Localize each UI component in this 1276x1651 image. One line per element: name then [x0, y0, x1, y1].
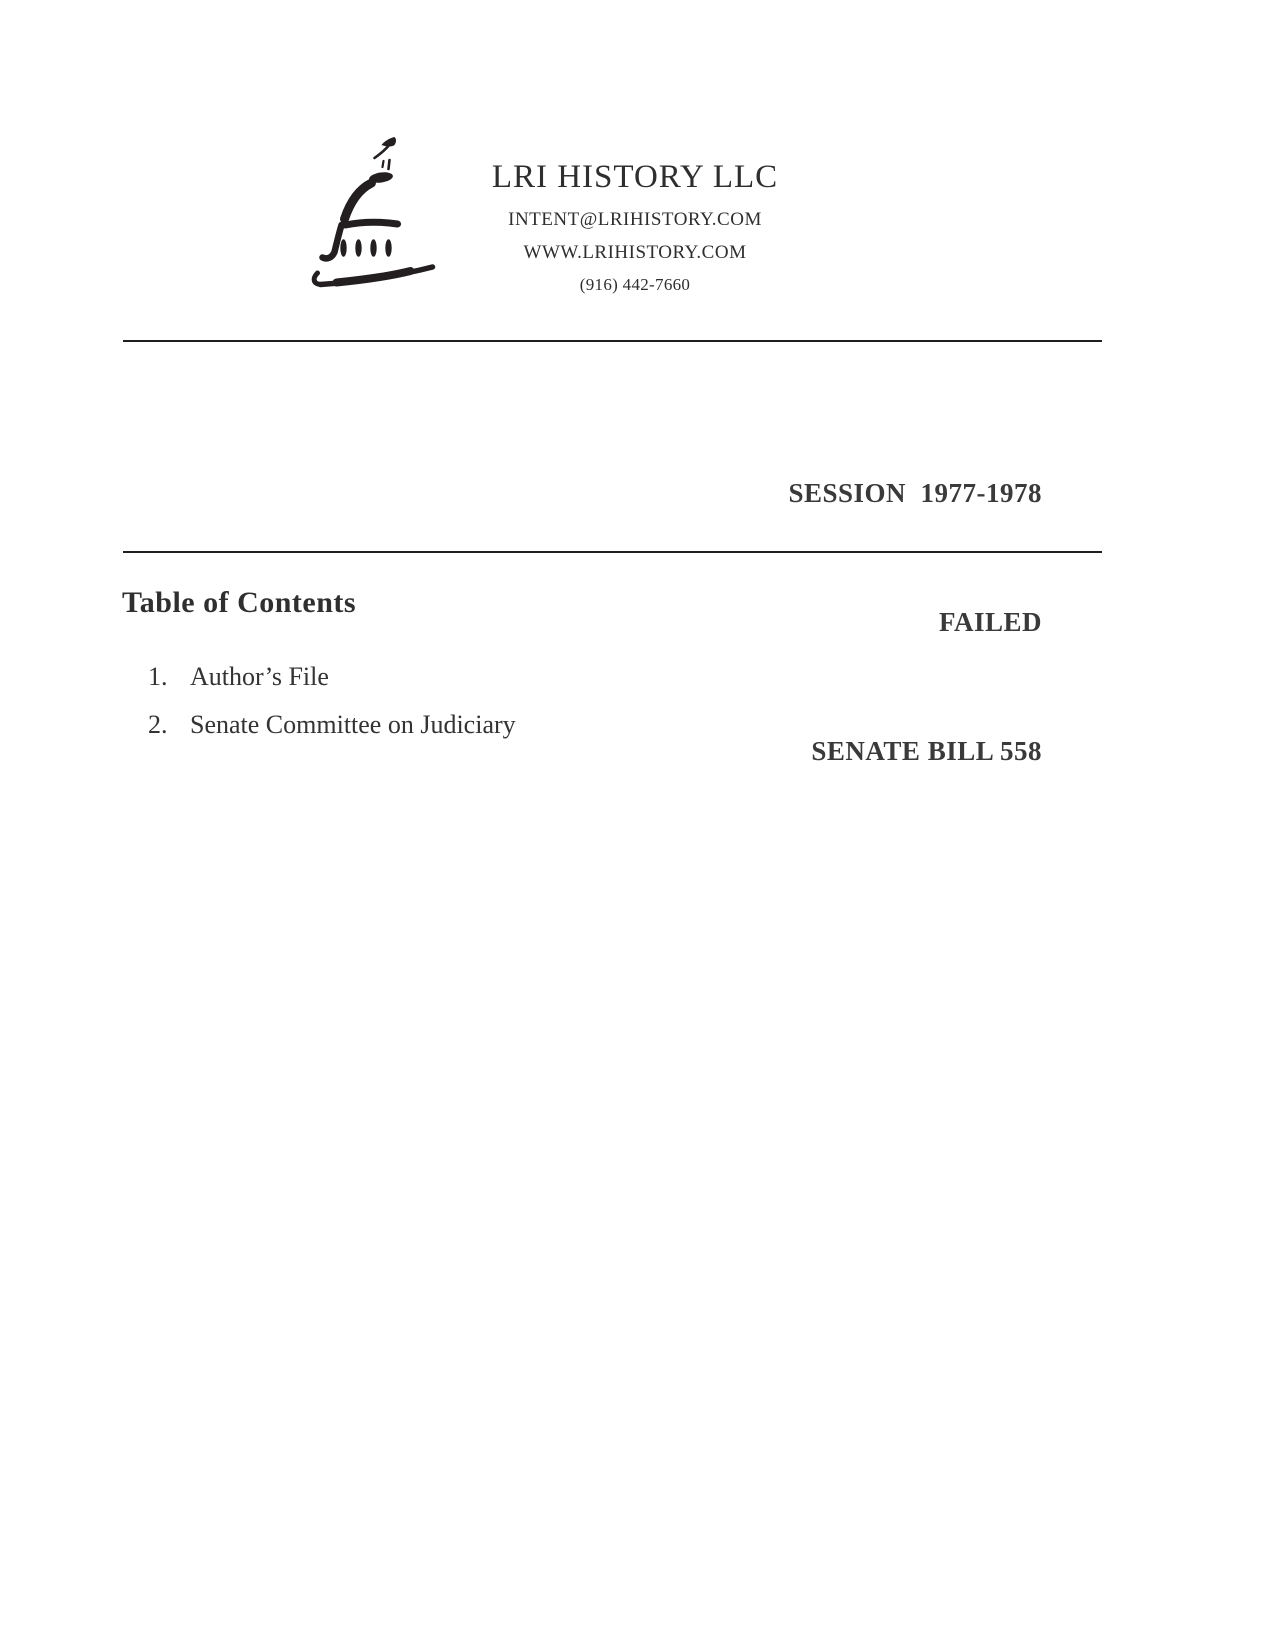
bill-status: FAILED	[938, 607, 1042, 637]
capitol-dome-logo-icon	[303, 130, 441, 290]
company-email: INTENT@LRIHISTORY.COM	[508, 209, 762, 230]
letterhead	[452, 158, 818, 296]
company-phone: (916) 442-7660	[579, 275, 691, 294]
table-of-contents	[122, 585, 1022, 757]
bill-number: SENATE BILL 558	[811, 736, 1042, 766]
toc-item-label: Senate Committee on Judiciary	[190, 710, 516, 739]
company-name: LRI HISTORY LLC	[491, 159, 779, 195]
toc-list	[122, 661, 1022, 741]
divider-top	[123, 340, 1102, 342]
company-website: WWW.LRIHISTORY.COM	[523, 242, 747, 263]
toc-item-number: 1.	[148, 662, 168, 691]
toc-item	[122, 661, 1022, 693]
toc-item-label: Author’s File	[190, 662, 329, 691]
toc-title: Table of Contents	[122, 586, 357, 619]
session-years: SESSION 1977-1978	[788, 478, 1042, 508]
divider-bottom	[123, 551, 1102, 553]
toc-item	[122, 709, 1022, 741]
toc-item-number: 2.	[148, 710, 168, 739]
